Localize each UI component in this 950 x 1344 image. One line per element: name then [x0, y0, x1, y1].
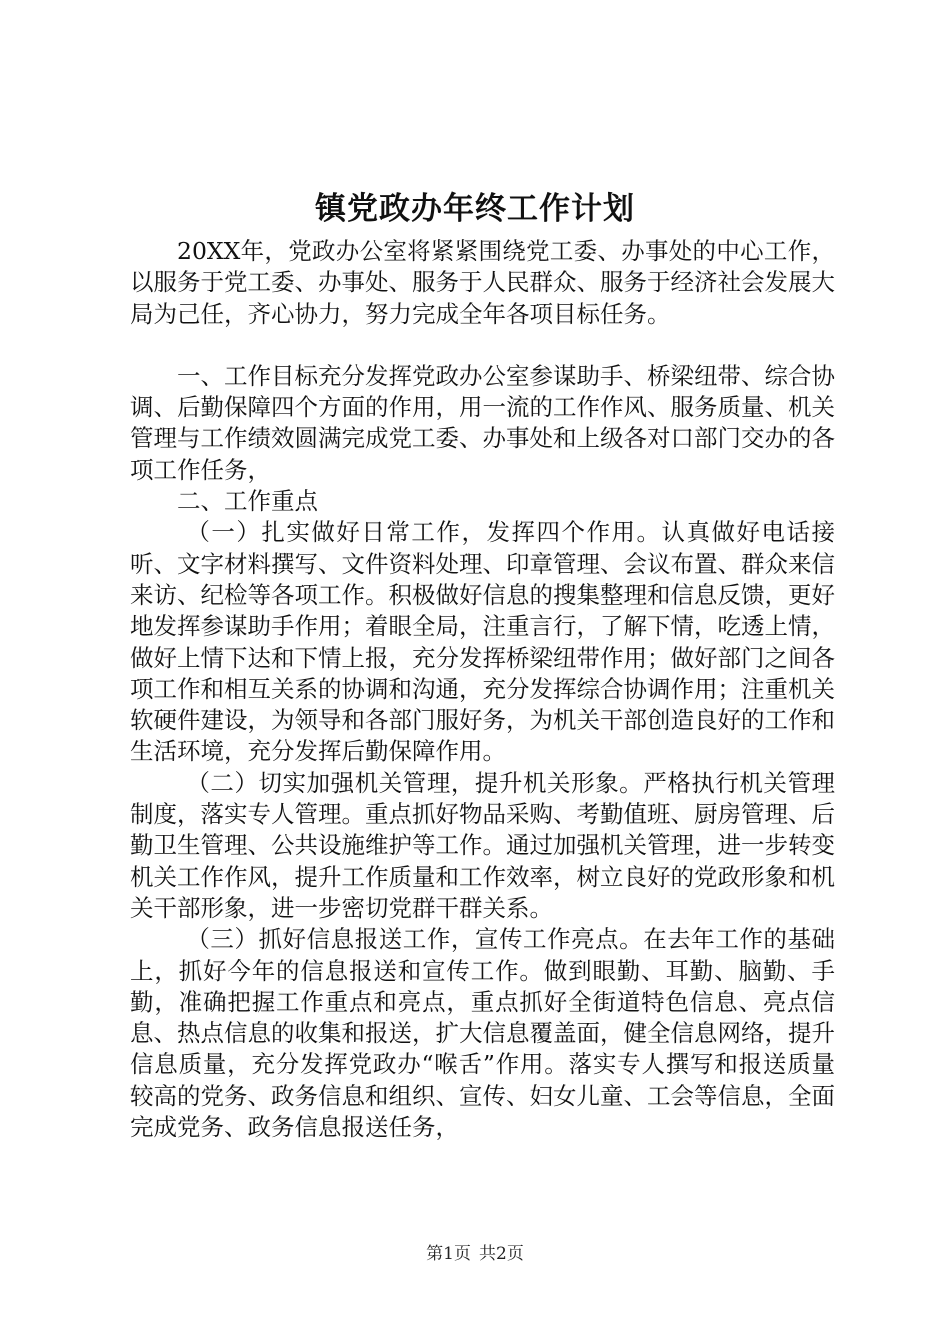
section-goal-paragraph: 一、工作目标充分发挥党政办公室参谋助手、桥梁纽带、综合协调、后勤保障四个方面的作用，用一流的工作作风、服务质量、机关管理与工作绩效圆满完成党工委、办事处和上级各对口部门交办的各项工作任务， [130, 361, 835, 484]
focus-item-1-paragraph: （一）扎实做好日常工作，发挥四个作用。认真做好电话接听、文字材料撰写、文件资料处理、印章管理、会议布置、群众来信来访、纪检等各项工作。积极做好信息的搜集整理和信息反馈，更好地发挥参谋助手作用；着眼全局，注重言行，了解下情，吃透上情，做好上情下达和下情上报，充分发挥桥梁纽带作用；做好部门之间各项工作和相互关系的协调和沟通，充分发挥综合协调作用；注重机关软硬件建设，为领导和各部门服好务，为机关干部创造良好的工作和生活环境，充分发挥后勤保障作用。 [130, 518, 835, 766]
page-footer [0, 1242, 950, 1266]
page-number-total: 共2页 [479, 1244, 524, 1264]
section-focus-heading: 二、工作重点 [177, 487, 318, 516]
focus-item-3-paragraph: （三）抓好信息报送工作，宣传工作亮点。在去年工作的基础上，抓好今年的信息报送和宣传工作。做到眼勤、耳勤、脑勤、手勤，准确把握工作重点和亮点，重点抓好全街道特色信息、亮点信息、热点信息的收集和报送，扩大信息覆盖面，健全信息网络，提升信息质量，充分发挥党政办“喉舌”作用。落实专人撰写和报送质量较高的党务、政务信息和组织、宣传、妇女儿童、工会等信息，全面完成党务、政务信息报送任务， [130, 925, 835, 1142]
document-body [130, 236, 835, 1143]
page-number-current: 第1页 [426, 1244, 471, 1264]
focus-item-2-paragraph: （二）切实加强机关管理，提升机关形象。严格执行机关管理制度，落实专人管理。重点抓好物品采购、考勤值班、厨房管理、后勤卫生管理、公共设施维护等工作。通过加强机关管理，进一步转变机关工作作风，提升工作质量和工作效率，树立良好的党政形象和机关干部形象，进一步密切党群干群关系。 [130, 768, 835, 922]
document-title: 镇党政办年终工作计划 [315, 191, 635, 227]
intro-paragraph: 20XX年，党政办公室将紧紧围绕党工委、办事处的中心工作，以服务于党工委、办事处、服务于人民群众、服务于经济社会发展大局为己任，齐心协力，努力完成全年各项目标任务。 [130, 237, 835, 328]
